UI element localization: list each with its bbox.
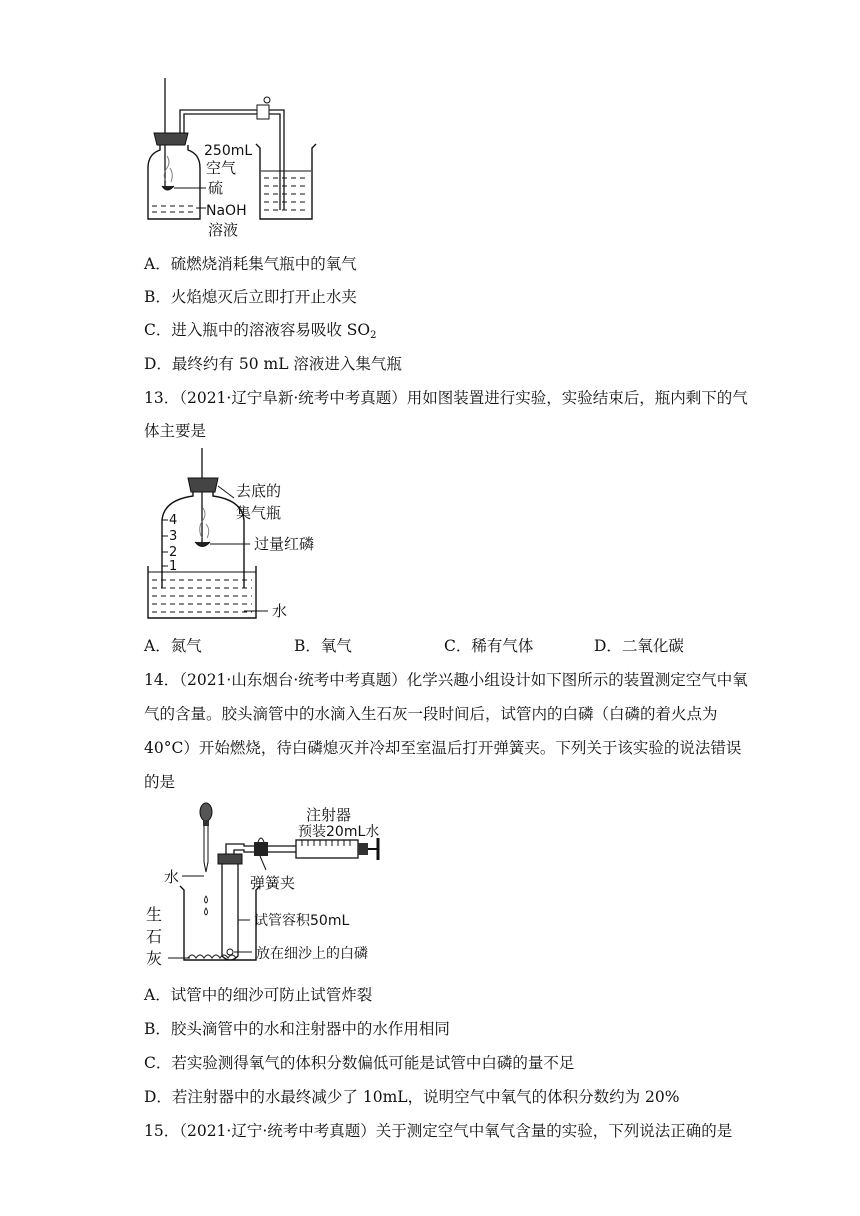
q12-option-b: B．火焰熄灭后立即打开止水夹	[144, 288, 357, 306]
q14-option-b: B．胶头滴管中的水和注射器中的水作用相同	[144, 1020, 450, 1038]
q13-option-b: B．氧气	[294, 637, 352, 655]
label-tube-volume: 试管容积50mL	[254, 913, 350, 929]
q14-option-c: C．若实验测得氧气的体积分数偏低可能是试管中白磷的量不足	[144, 1054, 575, 1072]
label-water: 水	[272, 602, 288, 620]
figure-q13-phosphorus-apparatus	[144, 448, 414, 628]
q15-stem-line-1: 15．（2021·辽宁·统考中考真题）关于测定空气中氧气含量的实验，下列说法正确的是	[144, 1122, 733, 1140]
label-syringe-1: 注射器	[306, 806, 352, 824]
q12-option-c	[144, 320, 377, 346]
label-sulfur: 硫	[208, 179, 224, 197]
q12-option-a: A．硫燃烧消耗集气瓶中的氧气	[144, 255, 357, 273]
q12-option-c-text: C．进入瓶中的溶液容易吸收 SO	[144, 321, 371, 339]
q13-stem-line-1: 13．（2021·辽宁阜新·统考中考真题）用如图装置进行实验，实验结束后，瓶内剩下的气	[144, 389, 748, 407]
label-white-phosphorus: 放在细沙上的白磷	[256, 946, 368, 962]
label-bottomless-bottle-1: 去底的	[236, 482, 282, 500]
label-air: 空气	[206, 159, 237, 177]
q12-option-c-subscript: 2	[370, 330, 377, 341]
q14-option-a: A．试管中的细沙可防止试管炸裂	[144, 986, 373, 1004]
phosphorus-apparatus-drawing	[144, 448, 414, 628]
q14-stem-line-1: 14．（2021·山东烟台·统考中考真题）化学兴趣小组设计如下图所示的装置测定空气中氧	[144, 671, 748, 689]
label-red-phosphorus: 过量红磷	[254, 535, 315, 553]
q14-stem-line-3: 40°C）开始燃烧，待白磷熄灭并冷却至室温后打开弹簧夹。下列关于该实验的说法错误	[144, 739, 742, 757]
q14-option-d: D．若注射器中的水最终减少了 10mL，说明空气中氧气的体积分数约为 20%	[144, 1088, 680, 1106]
label-lime-3: 灰	[146, 949, 163, 968]
figure-q14-syringe-apparatus	[146, 800, 400, 976]
q13-option-d: D．二氧化碳	[594, 637, 684, 655]
label-naoh: NaOH	[206, 203, 247, 219]
q14-stem-line-2: 气的含量。胶头滴管中的水滴入生石灰一段时间后，试管内的白磷（白磷的着火点为	[144, 705, 718, 723]
scale-4: 4	[169, 513, 178, 528]
figure-q12-sulfur-apparatus	[140, 78, 390, 248]
label-syringe-2: 预装20mL水	[298, 824, 380, 840]
q12-option-d: D．最终约有 50 mL 溶液进入集气瓶	[144, 355, 402, 373]
syringe-apparatus-drawing	[146, 800, 400, 976]
label-dropper-water: 水	[164, 868, 180, 886]
q13-option-a: A．氮气	[144, 637, 202, 655]
scale-3: 3	[169, 529, 178, 544]
q13-stem-line-2: 体主要是	[144, 422, 207, 440]
scale-2: 2	[169, 545, 178, 560]
label-volume: 250mL	[204, 143, 253, 159]
label-lime-1: 生	[146, 905, 163, 924]
scale-1: 1	[169, 559, 178, 574]
sulfur-apparatus-drawing	[140, 78, 390, 248]
label-spring-clamp: 弹簧夹	[250, 874, 296, 892]
label-lime-2: 石	[146, 927, 163, 946]
label-solution: 溶液	[208, 221, 239, 239]
q13-option-c: C．稀有气体	[444, 637, 534, 655]
label-bottomless-bottle-2: 集气瓶	[236, 504, 282, 522]
q14-stem-line-4: 的是	[144, 773, 176, 791]
